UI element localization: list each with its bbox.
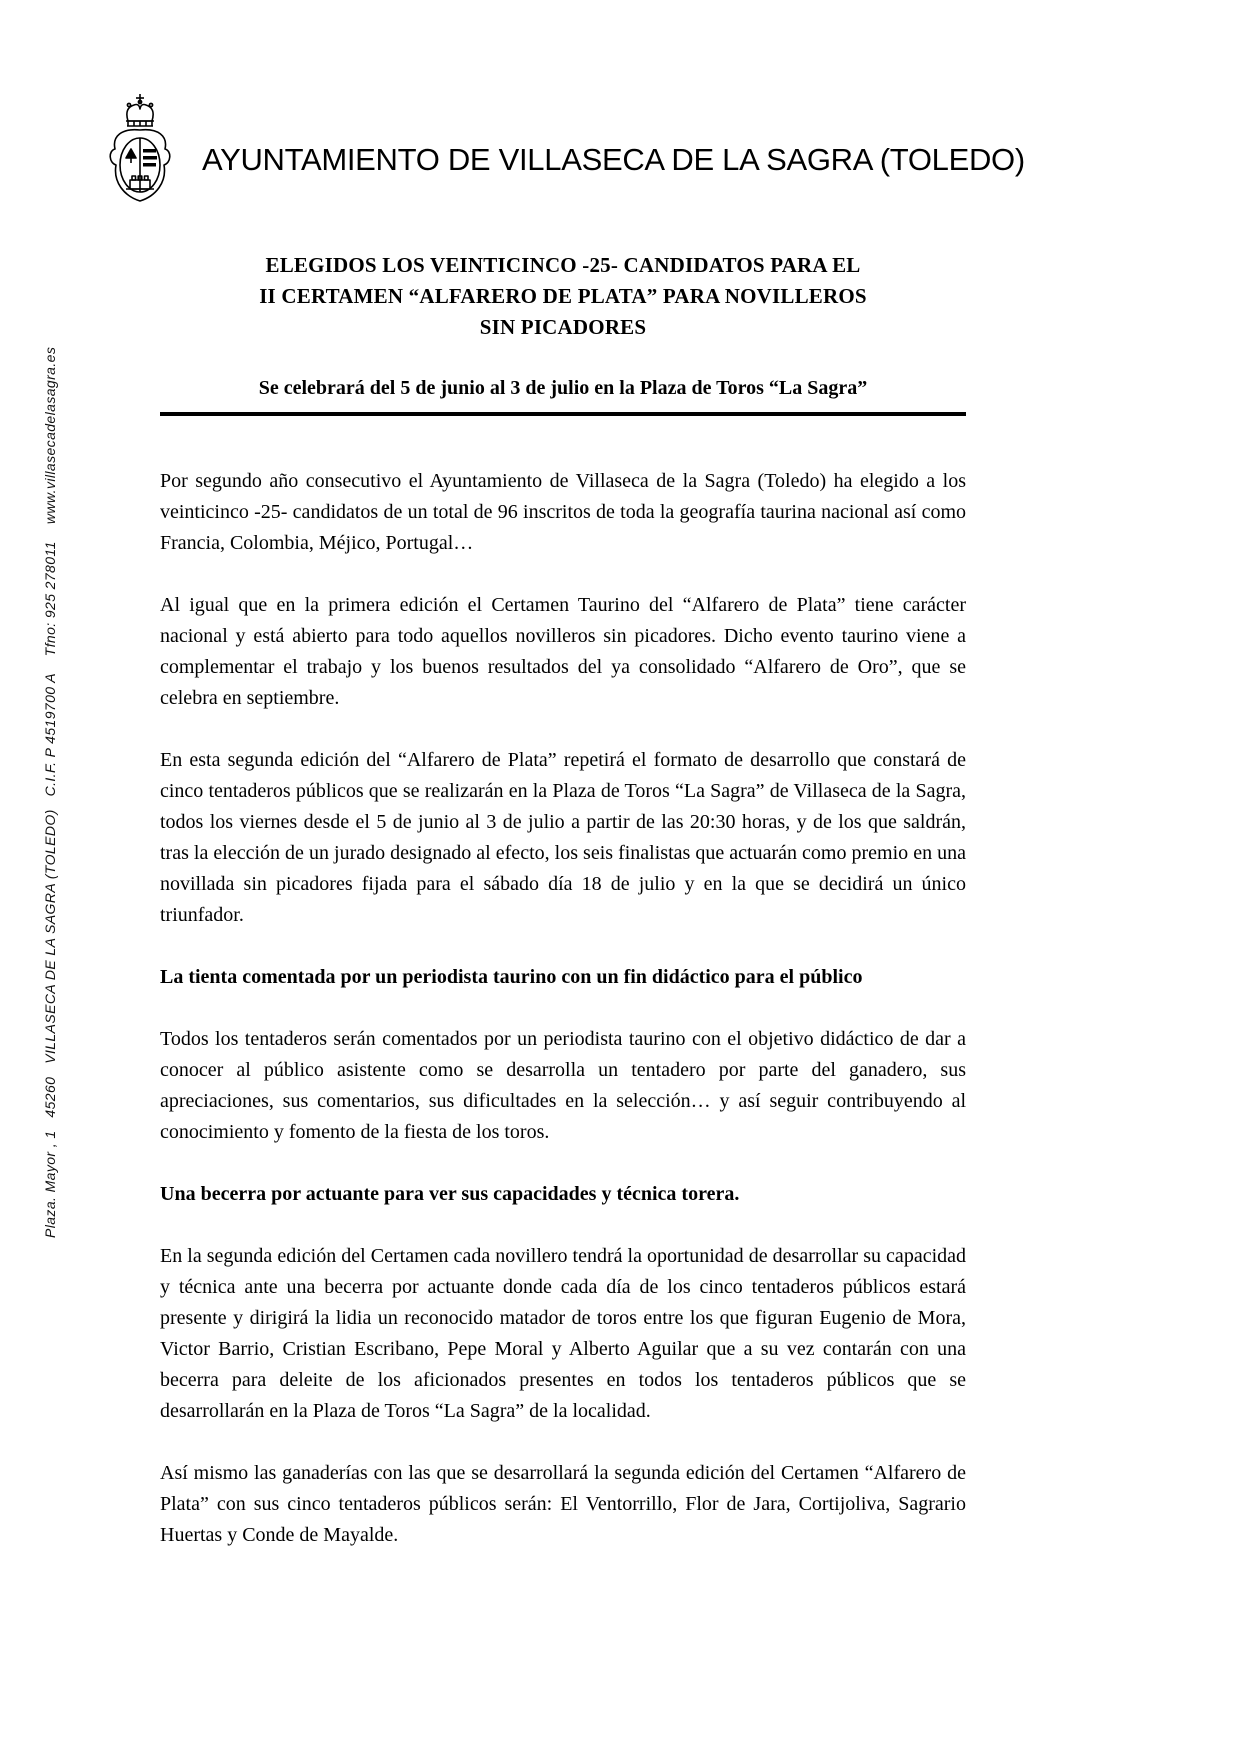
document-subtitle: Se celebrará del 5 de junio al 3 de julio en la Plaza de Toros “La Sagra” xyxy=(160,377,966,416)
section-heading-becerra: Una becerra por actuante para ver sus capacidades y técnica torera. xyxy=(160,1183,740,1205)
sidebar-contact-text: Plaza. Mayor , 1 45260 VILLASECA DE LA SAGRA (TOLEDO) C.I.F. P 4519700 A Tfno: 925 278011 www.villasecadelasagra.es xyxy=(42,346,58,1238)
title-line-3: SIN PICADORES xyxy=(479,315,647,339)
title-line-1: ELEGIDOS LOS VEINTICINCO -25- CANDIDATOS PARA EL xyxy=(265,253,861,277)
paragraph-intro: Por segundo año consecutivo el Ayuntamiento de Villaseca de la Sagra (Toledo) ha elegido a los veinticinco -25- candidatos de un total de 96 inscritos de toda la geografía taurina nacional así como Francia, Colombia, Méjico, Portugal… xyxy=(160,470,966,554)
organization-title: AYUNTAMIENTO DE VILLASECA DE LA SAGRA (TOLEDO) xyxy=(202,142,1025,177)
paragraph-segunda-edicion: En la segunda edición del Certamen cada novillero tendrá la oportunidad de desarrollar su capacidad y técnica ante una becerra por actuante donde cada día de los cinco tentaderos públicos estará presente y dirigirá la lidia un reconocido matador de toros entre los que figuran Eugenio de Mora, Victor Barrio, Cristian Escribano, Pepe Moral y Alberto Aguilar que a su vez contarán con una becerra para deleite de los aficionados presentes en todos los tentaderos públicos que se desarrollarán en la Plaza de Toros “La Sagra” de la localidad. xyxy=(160,1245,966,1422)
document-title xyxy=(160,250,966,343)
paragraph-tentaderos: Todos los tentaderos serán comentados por un periodista taurino con el objetivo didáctico de dar a conocer al público asistente como se desarrolla un tentadero por parte del ganadero, sus apreciaciones, sus comentarios, sus dificultades en la selección… y así seguir contribuyendo al conocimiento y fomento de la fiesta de los toros. xyxy=(160,1028,966,1143)
document-body xyxy=(160,250,966,1551)
title-line-2: II CERTAMEN “ALFARERO DE PLATA” PARA NOVILLEROS xyxy=(259,284,867,308)
section-heading-tienta: La tienta comentada por un periodista taurino con un fin didáctico para el público xyxy=(160,966,863,988)
paragraph-format: En esta segunda edición del “Alfarero de Plata” repetirá el formato de desarrollo que constará de cinco tentaderos públicos que se realizarán en la Plaza de Toros “La Sagra” de Villaseca de la Sagra, todos los viernes desde el 5 de junio al 3 de julio a partir de las 20:30 horas, y de los que saldrán, tras la elección de un jurado designado al efecto, los seis finalistas que actuarán como premio en una novillada sin picadores fijada para el sábado día 18 de julio y en la que se decidirá un único triunfador. xyxy=(160,749,966,926)
paragraph-ganaderias: Así mismo las ganaderías con las que se desarrollará la segunda edición del Certamen “Alfarero de Plata” con sus cinco tentaderos públicos serán: El Ventorrillo, Flor de Jara, Cortijoliva, Sagrario Huertas y Conde de Mayalde. xyxy=(160,1462,966,1546)
coat-of-arms-logo xyxy=(100,92,180,207)
paragraph-first-edition: Al igual que en la primera edición el Certamen Taurino del “Alfarero de Plata” tiene carácter nacional y está abierto para todo aquellos novilleros sin picadores. Dicho evento taurino viene a complementar el trabajo y los buenos resultados del ya consolidado “Alfarero de Oro”, que se celebra en septiembre. xyxy=(160,594,966,709)
